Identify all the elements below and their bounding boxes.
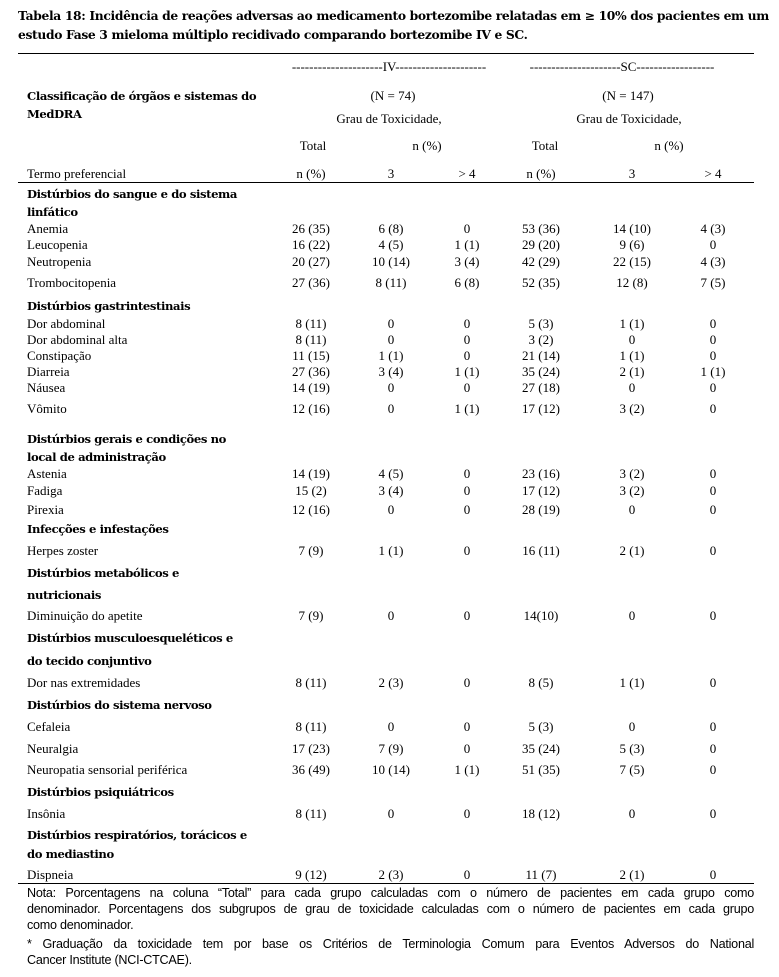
iv-grade-npct-label: n (%)	[412, 138, 442, 153]
table-cell-value: 0	[387, 316, 395, 331]
table-note-line: * Graduação da toxicidade tem por base os Critérios de Terminologia Comum para Eventos Adversos do National	[27, 937, 754, 951]
table-cell-value: 4 (5)	[378, 466, 404, 481]
table-cell-value: 0	[387, 719, 395, 734]
table-row-term: Fadiga	[27, 483, 63, 498]
table-cell-value: 0	[387, 380, 395, 395]
table-cell-value: 0	[463, 675, 471, 690]
table-cell-value: 36 (49)	[292, 762, 330, 777]
table-cell-value: 4 (5)	[378, 237, 404, 252]
section-title: Distúrbios respiratórios, torácicos e	[27, 828, 247, 842]
table-cell-value: 8 (5)	[528, 675, 554, 690]
table-cell-value: 1 (1)	[619, 316, 645, 331]
table-cell-value: 9 (12)	[295, 867, 327, 882]
table-cell-value: 0	[463, 719, 471, 734]
table-cell-value: 0	[387, 806, 395, 821]
table-cell-value: 0	[628, 719, 636, 734]
table-cell-value: 8 (11)	[295, 806, 327, 821]
table-cell-value: 17 (12)	[522, 401, 560, 416]
table-cell-value: 2 (3)	[378, 867, 404, 882]
sc-n-label: (N = 147)	[602, 88, 654, 103]
table-cell-value: 8 (11)	[295, 316, 327, 331]
iv-toxicity-grade-label: Grau de Toxicidade,	[336, 111, 442, 126]
table-cell-value: 1 (1)	[454, 237, 480, 252]
table-cell-value: 0	[463, 332, 471, 347]
table-cell-value: 12 (16)	[292, 401, 330, 416]
table-cell-value: 16 (11)	[522, 543, 560, 558]
table-title-line: Tabela 18: Incidência de reações adversas ao medicamento bortezomibe relatadas em ≥ 10% dos pacientes em um	[18, 8, 769, 23]
table-cell-value: 12 (16)	[292, 502, 330, 517]
table-cell-value: 0	[709, 762, 717, 777]
table-cell-value: 0	[709, 483, 717, 498]
table-cell-value: 0	[709, 608, 717, 623]
table-cell-value: 26 (35)	[292, 221, 330, 236]
table-row-term: Dor nas extremidades	[27, 675, 141, 690]
table-cell-value: 16 (22)	[292, 237, 330, 252]
iv-total-label: Total	[299, 138, 327, 153]
section-title: do tecido conjuntivo	[27, 654, 152, 668]
subcolumn-header: n (%)	[526, 166, 556, 181]
table-cell-value: 27 (36)	[292, 275, 330, 290]
subcolumn-header: n (%)	[296, 166, 326, 181]
table-cell-value: 35 (24)	[522, 364, 560, 379]
table-row-term: Neutropenia	[27, 254, 92, 269]
table-cell-value: 0	[709, 466, 717, 481]
table-cell-value: 35 (24)	[522, 741, 560, 756]
table-cell-value: 0	[387, 332, 395, 347]
section-title: Distúrbios metabólicos e	[27, 566, 179, 580]
table-cell-value: 0	[709, 348, 717, 363]
table-row-term: Diminuição do apetite	[27, 608, 143, 623]
table-cell-value: 0	[709, 332, 717, 347]
table-cell-value: 3 (4)	[378, 364, 404, 379]
table-row-term: Leucopenia	[27, 237, 88, 252]
table-cell-value: 0	[709, 401, 717, 416]
table-cell-value: 28 (19)	[522, 502, 560, 517]
table-row-term: Pirexia	[27, 502, 64, 517]
table-cell-value: 14(10)	[523, 608, 559, 623]
organ-class-header: MedDRA	[27, 107, 82, 121]
table-cell-value: 5 (3)	[528, 719, 554, 734]
table-cell-value: 1 (1)	[378, 348, 404, 363]
table-cell-value: 7 (5)	[700, 275, 726, 290]
table-cell-value: 10 (14)	[372, 762, 410, 777]
table-cell-value: 12 (8)	[616, 275, 648, 290]
table-cell-value: 10 (14)	[372, 254, 410, 269]
bottom-rule	[18, 883, 754, 884]
table-cell-value: 27 (18)	[522, 380, 560, 395]
table-cell-value: 7 (9)	[298, 543, 324, 558]
table-cell-value: 0	[709, 543, 717, 558]
table-row-term: Dispneia	[27, 867, 74, 882]
table-cell-value: 0	[709, 806, 717, 821]
table-cell-value: 11 (15)	[292, 348, 330, 363]
table-cell-value: 23 (16)	[522, 466, 560, 481]
table-cell-value: 0	[628, 380, 636, 395]
table-cell-value: 0	[709, 867, 717, 882]
table-cell-value: 0	[463, 867, 471, 882]
table-cell-value: 0	[709, 237, 717, 252]
table-cell-value: 11 (7)	[525, 867, 557, 882]
section-title: Distúrbios gerais e condições no	[27, 432, 226, 446]
table-cell-value: 2 (1)	[619, 364, 645, 379]
table-cell-value: 5 (3)	[619, 741, 645, 756]
table-cell-value: 8 (11)	[295, 332, 327, 347]
table-row-term: Astenia	[27, 466, 67, 481]
sc-grade-npct-label: n (%)	[654, 138, 684, 153]
table-cell-value: 8 (11)	[375, 275, 407, 290]
table-cell-value: 0	[463, 348, 471, 363]
preferred-term-header: Termo preferencial	[27, 166, 127, 181]
table-cell-value: 1 (1)	[454, 762, 480, 777]
table-cell-value: 17 (12)	[522, 483, 560, 498]
table-cell-value: 6 (8)	[378, 221, 404, 236]
subcolumn-header: > 4	[458, 166, 476, 181]
sc-group-header: ---------------------SC------------------	[529, 59, 715, 74]
table-cell-value: 0	[387, 401, 395, 416]
table-cell-value: 7 (5)	[619, 762, 645, 777]
table-cell-value: 14 (19)	[292, 466, 330, 481]
section-title: Distúrbios musculoesqueléticos e	[27, 631, 233, 645]
table-cell-value: 0	[463, 543, 471, 558]
table-note-line: Cancer Institute (NCI-CTCAE).	[27, 953, 192, 967]
table-cell-value: 8 (11)	[295, 719, 327, 734]
table-note-line: Nota: Porcentagens na coluna “Total” para cada grupo calculadas com o número de pacientes em cada grupo como	[27, 886, 754, 900]
table-cell-value: 21 (14)	[522, 348, 560, 363]
table-cell-value: 0	[387, 502, 395, 517]
table-cell-value: 7 (9)	[298, 608, 324, 623]
sc-total-label: Total	[531, 138, 559, 153]
top-rule	[18, 53, 754, 54]
table-cell-value: 3 (2)	[528, 332, 554, 347]
table-cell-value: 0	[709, 502, 717, 517]
table-cell-value: 42 (29)	[522, 254, 560, 269]
table-cell-value: 8 (11)	[295, 675, 327, 690]
table-cell-value: 1 (1)	[454, 401, 480, 416]
table-cell-value: 0	[628, 502, 636, 517]
table-row-term: Anemia	[27, 221, 69, 236]
table-cell-value: 0	[628, 608, 636, 623]
table-row-term: Diarreia	[27, 364, 70, 379]
table-cell-value: 0	[709, 316, 717, 331]
table-cell-value: 0	[463, 466, 471, 481]
table-cell-value: 0	[463, 483, 471, 498]
table-cell-value: 20 (27)	[292, 254, 330, 269]
table-cell-value: 4 (3)	[700, 221, 726, 236]
table-cell-value: 0	[709, 719, 717, 734]
table-row-term: Náusea	[27, 380, 66, 395]
table-cell-value: 0	[463, 380, 471, 395]
section-title: Distúrbios do sistema nervoso	[27, 698, 212, 712]
table-cell-value: 2 (3)	[378, 675, 404, 690]
table-cell-value: 0	[709, 380, 717, 395]
table-cell-value: 1 (1)	[619, 348, 645, 363]
table-cell-value: 1 (1)	[700, 364, 726, 379]
table-cell-value: 1 (1)	[619, 675, 645, 690]
table-cell-value: 6 (8)	[454, 275, 480, 290]
iv-n-label: (N = 74)	[370, 88, 416, 103]
table-cell-value: 29 (20)	[522, 237, 560, 252]
section-title: Distúrbios gastrintestinais	[27, 299, 191, 313]
table-row-term: Cefaleia	[27, 719, 71, 734]
table-cell-value: 17 (23)	[292, 741, 330, 756]
table-cell-value: 2 (1)	[619, 867, 645, 882]
table-row-term: Constipação	[27, 348, 92, 363]
sc-toxicity-grade-label: Grau de Toxicidade,	[576, 111, 682, 126]
table-cell-value: 51 (35)	[522, 762, 560, 777]
table-cell-value: 0	[463, 608, 471, 623]
table-cell-value: 0	[463, 221, 471, 236]
table-cell-value: 14 (10)	[613, 221, 651, 236]
table-cell-value: 9 (6)	[619, 237, 645, 252]
table-row-term: Neuralgia	[27, 741, 79, 756]
table-cell-value: 0	[628, 332, 636, 347]
table-row-term: Herpes zoster	[27, 543, 99, 558]
subcolumn-header: > 4	[704, 166, 722, 181]
table-cell-value: 4 (3)	[700, 254, 726, 269]
table-note-line: como denominador.	[27, 918, 134, 932]
table-cell-value: 2 (1)	[619, 543, 645, 558]
table-cell-value: 0	[387, 608, 395, 623]
table-cell-value: 27 (36)	[292, 364, 330, 379]
table-cell-value: 7 (9)	[378, 741, 404, 756]
table-cell-value: 3 (2)	[619, 483, 645, 498]
table-cell-value: 3 (2)	[619, 466, 645, 481]
table-cell-value: 15 (2)	[295, 483, 327, 498]
table-cell-value: 0	[709, 675, 717, 690]
table-cell-value: 52 (35)	[522, 275, 560, 290]
subcolumn-header: 3	[628, 166, 636, 181]
table-cell-value: 14 (19)	[292, 380, 330, 395]
section-title: Distúrbios do sangue e do sistema	[27, 187, 238, 201]
table-title-line: estudo Fase 3 mieloma múltiplo recidivado comparando bortezomibe IV e SC.	[18, 27, 528, 42]
table-note-line: denominador. Porcentagens dos subgrupos de grau de toxicidade calculadas com o número de pacientes em cada grupo	[27, 902, 754, 916]
table-cell-value: 18 (12)	[522, 806, 560, 821]
table-row-term: Vômito	[27, 401, 67, 416]
table-cell-value: 0	[709, 741, 717, 756]
organ-class-header: Classificação de órgãos e sistemas do	[27, 89, 257, 103]
table-cell-value: 3 (4)	[454, 254, 480, 269]
table-cell-value: 0	[463, 316, 471, 331]
table-cell-value: 0	[628, 806, 636, 821]
table-cell-value: 0	[463, 806, 471, 821]
section-title: nutricionais	[27, 588, 101, 602]
table-row-term: Dor abdominal	[27, 316, 106, 331]
table-cell-value: 0	[463, 741, 471, 756]
table-cell-value: 22 (15)	[613, 254, 651, 269]
table-cell-value: 3 (2)	[619, 401, 645, 416]
table-row-term: Insônia	[27, 806, 66, 821]
table-cell-value: 0	[463, 502, 471, 517]
iv-group-header: ---------------------IV---------------------	[291, 59, 487, 74]
section-title: local de administração	[27, 450, 166, 464]
table-row-term: Dor abdominal alta	[27, 332, 128, 347]
section-title: do mediastino	[27, 847, 114, 861]
table-row-term: Neuropatia sensorial periférica	[27, 762, 188, 777]
table-cell-value: 5 (3)	[528, 316, 554, 331]
table-cell-value: 53 (36)	[522, 221, 560, 236]
subcolumn-header: 3	[387, 166, 395, 181]
section-title: Infecções e infestações	[27, 522, 169, 536]
table-cell-value: 1 (1)	[378, 543, 404, 558]
table-row-term: Trombocitopenia	[27, 275, 117, 290]
section-title: Distúrbios psiquiátricos	[27, 785, 174, 799]
table-cell-value: 1 (1)	[454, 364, 480, 379]
table-cell-value: 3 (4)	[378, 483, 404, 498]
header-rule	[18, 182, 754, 183]
section-title: linfático	[27, 205, 78, 219]
